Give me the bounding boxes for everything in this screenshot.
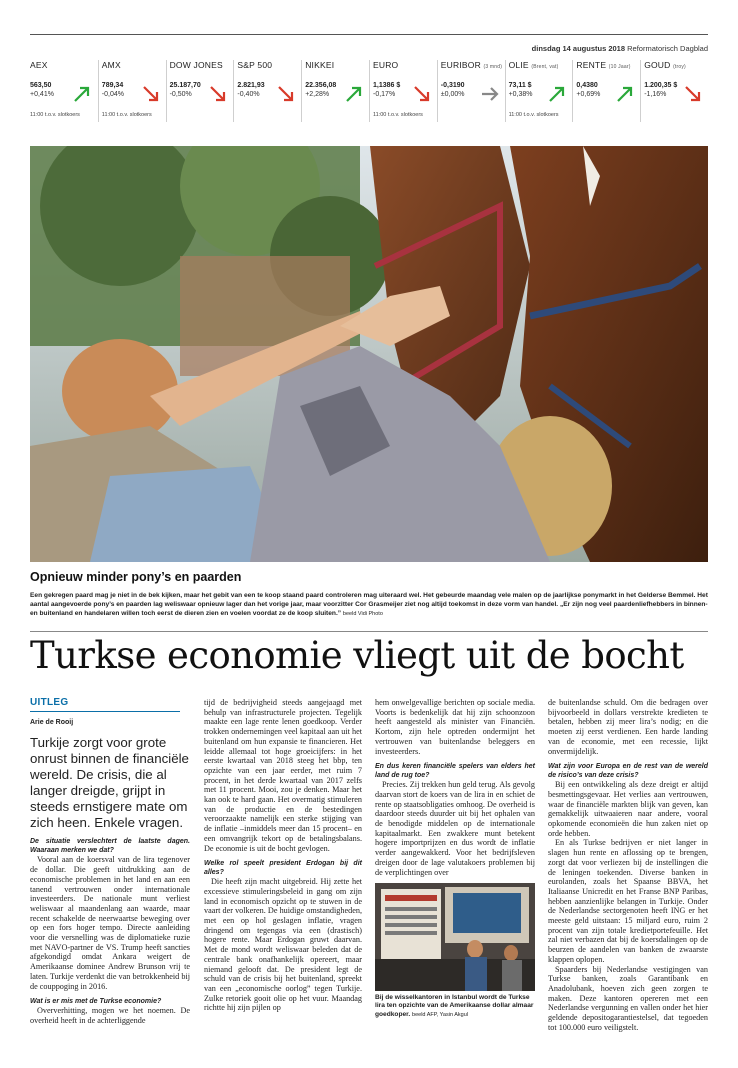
ticker-item <box>369 60 437 122</box>
paragraph: Spaarders bij Nederlandse vestigingen van Turkse banken, zoals Garantibank en Anadolubank, hoeven zich geen zorgen te maken. Deze kantoren opereren met een Nederlandse vergunning en vallen onder het hier geldende depositogarantiestelsel, dat tegoeden tot 100.000 euro veiligstelt. <box>548 964 708 1032</box>
market-ticker <box>30 60 708 122</box>
photo-credit: beeld Vidi Photo <box>342 611 383 617</box>
ticker-change: -0,17% <box>373 91 396 98</box>
ticker-item <box>640 60 708 122</box>
ticker-item <box>166 60 234 122</box>
ticker-note: 11:00 t.o.v. slotkoers <box>101 112 152 118</box>
paragraph: En als Turkse bedrijven er niet langer in slagen hun rente en aflossing op te brengen, zorgt dat voor verliezen bij de instellingen die de leningen toekenden. Diverse banken in eurolanden, zoals het Spaanse BBVA, het Italiaanse Unicredit en het Franse BNP Paribas, hebben aanzienlijke belangen in Turkije. Onder de Nederlandse sectorgenoten heeft ING er het meeste geld uitstaan: 15 miljard euro, ruim 2 procent van zijn totale kredietportefeuille. Het zal niet verbazen dat bij de koersdalingen op de beurzen de aandelen van banken de zwaarste klappen oplopen. <box>548 838 708 964</box>
ticker-subname: (3 mnd) <box>483 64 503 70</box>
column-1-body <box>30 837 190 1025</box>
ticker-change: -0,50% <box>169 91 192 98</box>
paragraph: Vooral aan de koersval van de lira tegenover de dollar. Die geeft uitdrukking aan de economische problemen in het land en aan een tanend vertrouwen onder internationale investeerders. De nationale munt verliest weliswaar al maandenlang aan waarde, maar recent schakelde de neerwaartse beweging over op een fors hoger tempo. Directe aanleiding voor die versnelling was de diplomatieke ruzie met NAVO-partner de VS. Trump heeft sancties afgekondigd omdat Ankara weigert de Amerikaanse dominee Andrew Brunson vrij te laten. Turkije verdenkt die van betrokkenheid bij de couppoging in 2016. <box>30 855 190 991</box>
newspaper-name: Reformatorisch Dagblad <box>627 44 708 53</box>
horse-photo <box>30 146 708 562</box>
column-3 <box>375 698 535 1019</box>
question-heading: De situatie verslechtert de laatste dagen. Waaraan merken we dat? <box>30 838 190 855</box>
ticker-name: EURO <box>373 60 399 70</box>
ticker-note: 11:00 t.o.v. slotkoers <box>373 112 423 118</box>
ticker-value: 789,34 <box>101 82 124 89</box>
ticker-change: -1,16% <box>644 91 667 98</box>
column-3-body <box>375 698 535 877</box>
ticker-value: 1,1386 $ <box>373 82 401 89</box>
paragraph: de buitenlandse schuld. Om die bedragen over bijvoorbeeld in dollars verstrekte kredieten te betalen, hebben zij meer lira’s nodig; en die moeten zij eerst verdienen. Een harde landing van de economie, met een recessie, lijkt onvermijdelijk. <box>548 698 708 756</box>
ticker-value: 563,50 <box>30 82 52 89</box>
article-headline: Turkse economie vliegt uit de bocht <box>30 634 684 677</box>
ticker-item <box>98 60 166 122</box>
ticker-note: 11:00 t.o.v. slotkoers <box>30 112 80 118</box>
inset-caption-text: Bij de wisselkantoren in Istanbul wordt de Turkse lira ten opzichte van de Amerikaanse dollar almaar goedkoper. <box>375 994 534 1018</box>
top-rule <box>30 34 708 35</box>
inset-credit: beeld AFP, Yasin Akgul <box>412 1011 468 1018</box>
column-1 <box>30 698 190 1026</box>
dateline <box>532 44 708 53</box>
paragraph: Precies. Zij trekken hun geld terug. Als gevolg daarvan stort de koers van de lira in en schiet de rente op staatsobligaties omhoog. De overheid is daardoor steeds duurder uit bij het ophalen van de benodigde middelen op de internationale kapitaalmarkt. Een zwakkere munt betekent hogere importprijzen en dus wordt de inflatie verder aangewakkerd. Voor het bedrijfsleven dreigen door de lage valutakoers problemen bij de verplichtingen over <box>375 780 535 877</box>
ticker-subname: (10 Jaar) <box>608 64 631 70</box>
photo-heading: Opnieuw minder pony’s en paarden <box>30 570 242 584</box>
column-4-body <box>548 698 708 1033</box>
arrow-down-icon <box>208 84 228 104</box>
arrow-up-icon <box>615 84 635 104</box>
ticker-item <box>233 60 301 122</box>
ticker-name: RENTE (10 Jaar) <box>576 60 631 70</box>
author-byline: Arie de Rooij <box>30 718 74 726</box>
ticker-item <box>30 60 98 122</box>
ticker-name: AEX <box>30 60 48 70</box>
question-heading: En dus keren financiële spelers van elders het land de rug toe? <box>375 763 535 780</box>
ticker-name: GOUD (troy) <box>644 60 686 70</box>
ticker-name: EURIBOR (3 mnd) <box>440 60 503 70</box>
exchange-office-image <box>375 883 535 991</box>
ticker-value: 22.356,08 <box>305 82 337 89</box>
ticker-value: -0,3190 <box>440 82 465 89</box>
arrow-down-icon <box>276 84 296 104</box>
arrow-down-icon <box>683 84 703 104</box>
ticker-value: 1.200,35 $ <box>644 82 678 89</box>
ticker-name: AMX <box>101 60 121 70</box>
inset-caption <box>375 994 535 1019</box>
article-intro: Turkije zorgt voor grote onrust binnen de financiële wereld. De crisis, die al langer dreigde, grijpt in steeds ernstigere mate om zich heen. Enkele vragen. <box>30 735 189 831</box>
photo-caption <box>30 591 710 619</box>
ticker-change: ±0,00% <box>440 91 465 98</box>
ticker-note: 11:00 t.o.v. slotkoers <box>508 112 559 118</box>
ticker-value: 73,11 $ <box>508 82 532 89</box>
ticker-subname: (troy) <box>673 64 686 70</box>
ticker-value: 25.187,70 <box>169 82 201 89</box>
ticker-item <box>505 60 573 122</box>
ticker-change: +2,28% <box>305 91 330 98</box>
ticker-name: NIKKEI <box>305 60 335 70</box>
ticker-change: -0,40% <box>237 91 260 98</box>
kicker-label: UITLEG <box>30 698 180 712</box>
issue-date: dinsdag 14 augustus 2018 <box>531 44 626 53</box>
arrow-up-icon <box>72 84 92 104</box>
arrow-up-icon <box>547 84 567 104</box>
column-2 <box>204 698 362 1013</box>
ticker-name: S&P 500 <box>237 60 273 70</box>
ticker-item <box>572 60 640 122</box>
question-heading: Wat zijn voor Europa en de rest van de wereld de risico’s van deze crisis? <box>548 763 708 780</box>
ticker-change: +0,41% <box>30 91 54 98</box>
horse-market-image <box>30 146 708 562</box>
paragraph: hem onwelgevallige berichten op sociale media. Voorts is bedenkelijk dat hij zijn schoonzoon heeft aangesteld als minister van Financiën. Kortom, zijn hele optreden ondermijnt het vertrouwen van buitenlandse beleggers en investeerders. <box>375 698 535 756</box>
ticker-value: 2.821,93 <box>237 82 265 89</box>
exchange-office-photo <box>375 883 535 991</box>
paragraph: tijd de bedrijvigheid steeds aangejaagd met behulp van infrastructurele projecten. Tegelijk maakte een lage rente lenen goedkoop. Verder trokken ondernemingen veel kapitaal aan uit het buitenland om hun expansie te financieren. Het leidde allemaal tot hoge groeicijfers: in het eerste kwartaal van 2018 steeg het bbp, ten opzichte van een jaar eerder, met ruim 7 procent, in het derde kwartaal van 2017 zelfs met 11 procent. Mooi, zou je denken. Maar het kan ook te hard gaan. Het overmatig stimuleren van de productie en de bestedingen veroorzaakte namelijk een sterke stijging van de inflatie –inmiddels meer dan 15 procent– en een omvangrijk tekort op de betalingsbalans. De economie is uit de bocht gevlogen. <box>204 698 362 853</box>
paragraph: Oververhitting, mogen we het noemen. De overheid heeft in de achterliggende <box>30 1006 190 1025</box>
ticker-change: +0,38% <box>508 91 533 98</box>
ticker-change: +0,69% <box>576 91 601 98</box>
paragraph: Bij een ontwikkeling als deze dreigt er altijd besmettingsgevaar. Het verlies aan vertrouwen, waar de financiële markten blijk van geven, kan gemakkelijk uitwaaieren naar andere, vooral opkomende economieën die hun zaken niet op orde hebben. <box>548 780 708 838</box>
ticker-change: -0,04% <box>101 91 124 98</box>
column-2-body <box>204 698 362 1013</box>
arrow-up-icon <box>344 84 364 104</box>
arrow-flat-icon <box>480 84 500 104</box>
ticker-name: DOW JONES <box>169 60 223 70</box>
ticker-name: OLIE (Brent, vat) <box>508 60 559 70</box>
ticker-value: 0,4380 <box>576 82 598 89</box>
arrow-down-icon <box>412 84 432 104</box>
paragraph: Die heeft zijn macht uitgebreid. Hij zette het excessieve stimuleringsbeleid in gang om zijn land in economisch opzicht op te stuwen in de vaart der volkeren. De huidige omstandigheden, met een op hol geslagen inflatie, vragen dringend om tegengas via een (drastisch) hogere rente. Maar Erdogan gruwt daarvan. Met de mond wordt weliswaar beleden dat de centrale bank onafhankelijk opereert, maar niemand gelooft dat. De president legt de schuld van de crisis bij het buitenland, spreekt van een „economische oorlog” tegen Turkije. Zulke retoriek gooit olie op het vuur. Maandag richtte hij zijn pijlen op <box>204 877 362 1013</box>
column-4 <box>548 698 708 1033</box>
ticker-subname: (Brent, vat) <box>531 64 559 70</box>
ticker-item <box>301 60 369 122</box>
ticker-item <box>437 60 505 122</box>
question-heading: Welke rol speelt president Erdogan bij dit alles? <box>204 860 362 877</box>
arrow-down-icon <box>141 84 161 104</box>
photo-caption-text: Een gekregen paard mag je niet in de bek kijken, maar het gebit van een te koop staand paard controleren mag uiteraard wel. Het gebeurde maandag vele malen op de jaarlijkse ponymarkt in het Gelderse Bemmel. Het aantal aangevoerde pony’s en paarden lag weliswaar opnieuw lager dan het vorige jaar, maar voorzitter Cor Grasmeijer ziet nog altijd toekomst in deze vorm van handel. „Er zijn nog veel paardenliefhebbers in binnen- en buitenland en handelaren willen toch eerst de dieren zien en voelen voordat ze de koop sluiten.” <box>30 592 708 617</box>
section-rule <box>30 631 708 632</box>
question-heading: Wat is er mis met de Turkse economie? <box>30 998 162 1006</box>
